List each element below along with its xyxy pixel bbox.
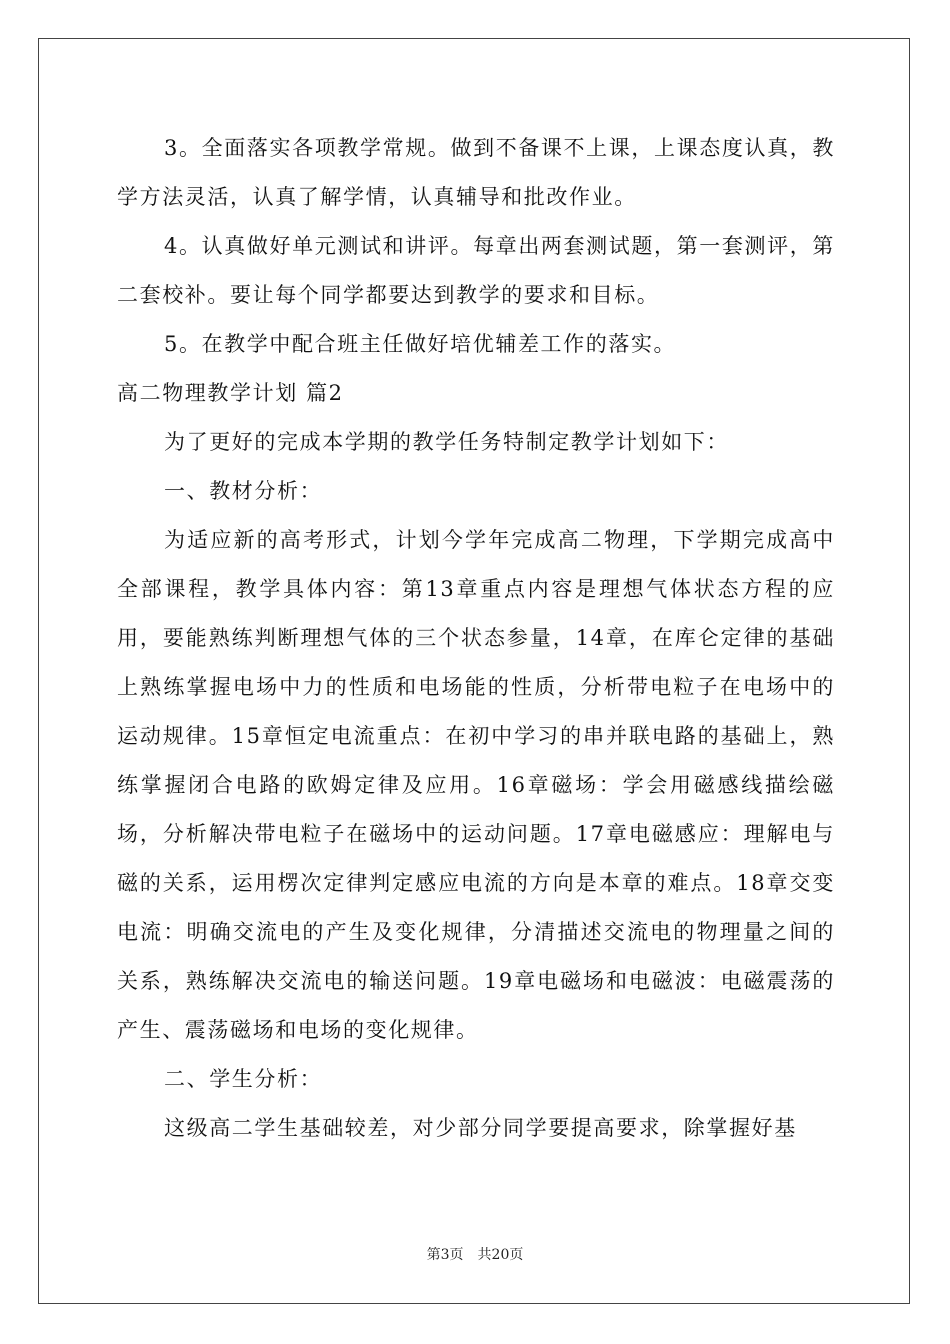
paragraph-item-4: 4。认真做好单元测试和讲评。每章出两套测试题，第一套测评，第二套校补。要让每个同学都要达到教学的要求和目标。 [117, 234, 835, 307]
document-body [117, 124, 835, 1153]
paragraph-item-3: 3。全面落实各项教学常规。做到不备课不上课，上课态度认真，教学方法灵活，认真了解学情，认真辅导和批改作业。 [117, 136, 835, 209]
page-number-footer: 第3页 共20页 [426, 1247, 524, 1263]
heading-textbook-analysis: 一、教材分析： [164, 479, 323, 503]
heading-student-analysis: 二、学生分析： [164, 1067, 323, 1091]
student-analysis-paragraph: 这级高二学生基础较差，对少部分同学要提高要求，除掌握好基 [164, 1116, 797, 1140]
textbook-analysis-paragraph: 为适应新的高考形式，计划今学年完成高二物理，下学期完成高中全部课程，教学具体内容：第13章重点内容是理想气体状态方程的应用，要能熟练判断理想气体的三个状态参量，14章，在库仑定律的基础上熟练掌握电场中力的性质和电场能的性质，分析带电粒子在电场中的运动规律。15章恒定电流重点：在初中学习的串并联电路的基础上，熟练掌握闭合电路的欧姆定律及应用。16章磁场：学会用磁感线描绘磁场，分析解决带电粒子在磁场中的运动问题。17章电磁感应：理解电与磁的关系，运用楞次定律判定感应电流的方向是本章的难点。18章交变电流：明确交流电的产生及变化规律，分清描述交流电的物理量之间的关系，熟练解决交流电的输送问题。19章电磁场和电磁波：电磁震荡的产生、震荡磁场和电场的变化规律。 [117, 528, 835, 1042]
intro-paragraph: 为了更好的完成本学期的教学任务特制定教学计划如下： [164, 430, 729, 454]
paragraph-item-5: 5。在教学中配合班主任做好培优辅差工作的落实。 [164, 332, 677, 356]
section-title: 高二物理教学计划 篇2 [117, 381, 344, 405]
